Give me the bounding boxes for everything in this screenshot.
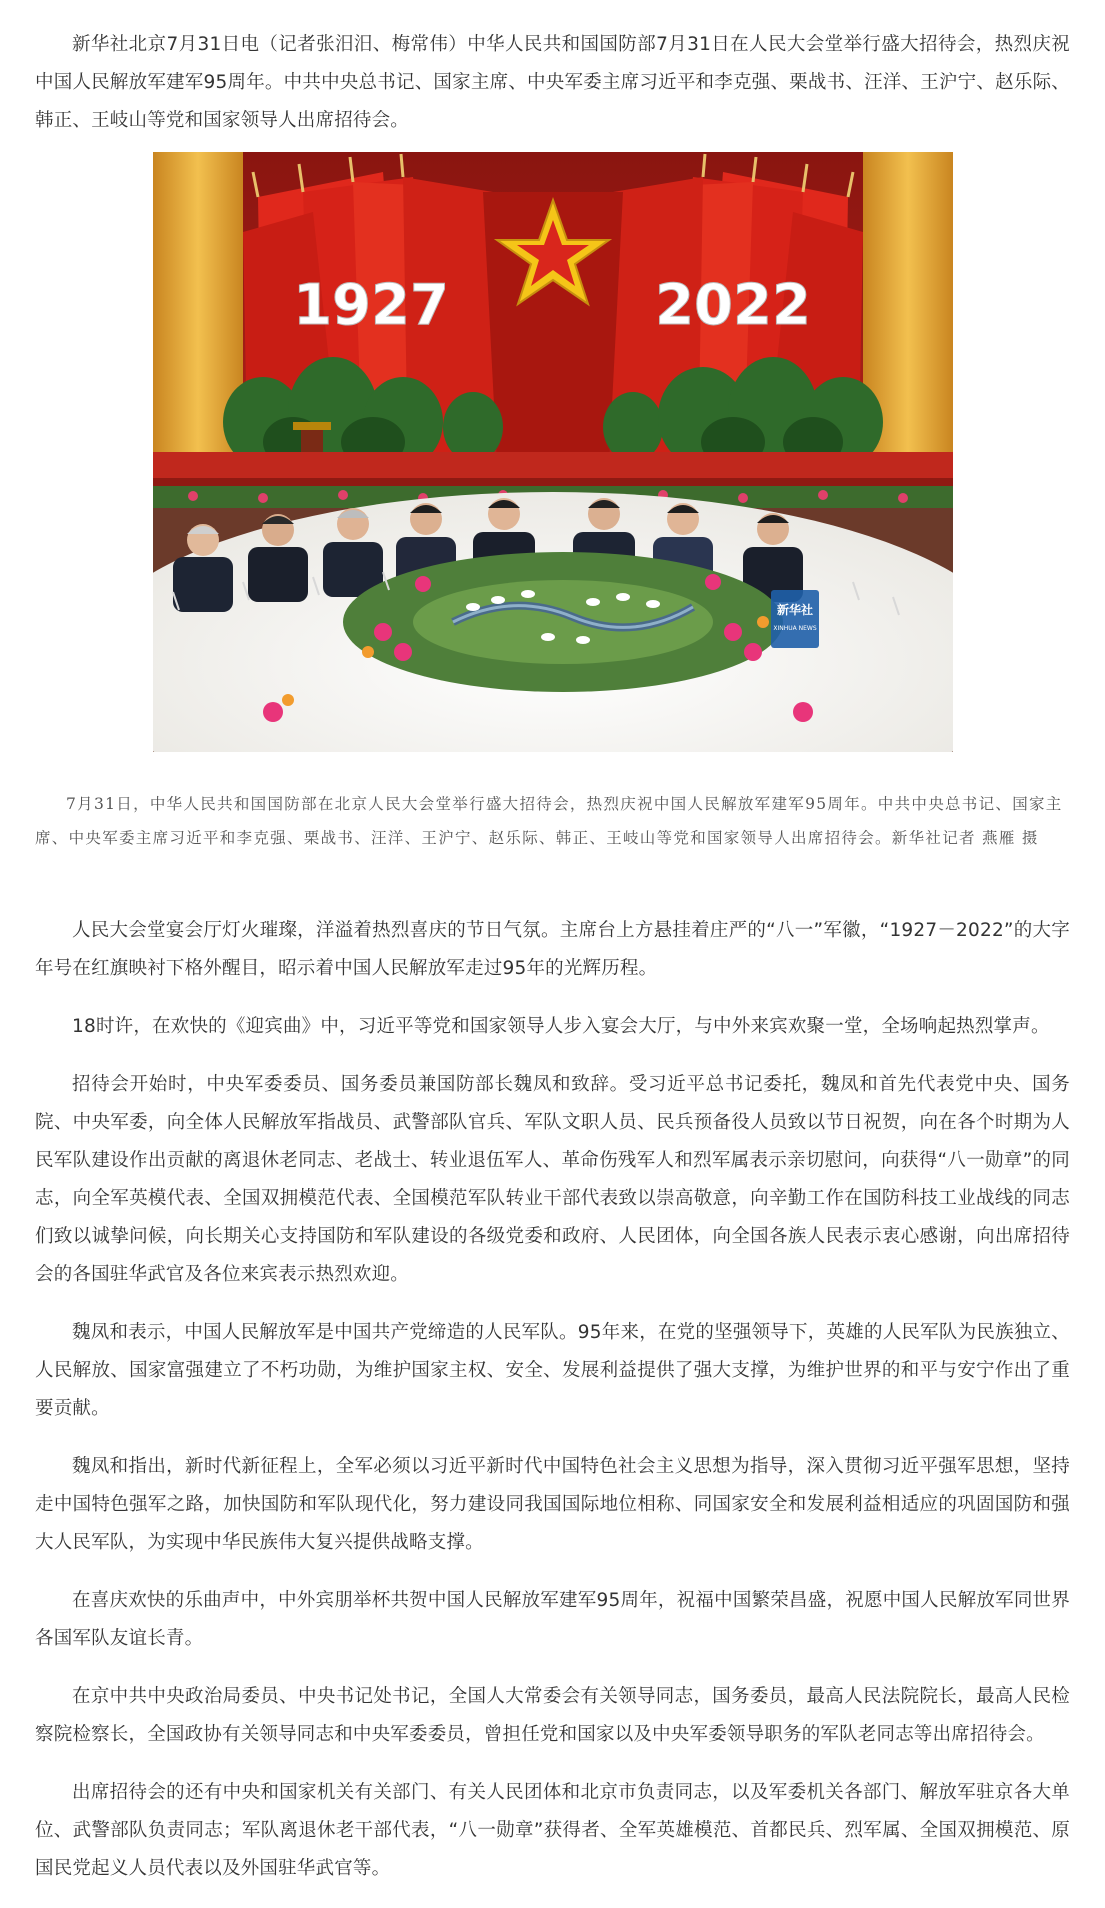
watermark-cn: 新华社 [776,603,814,617]
body-paragraph: 出席招待会的还有中央和国家机关有关部门、有关人民团体和北京市负责同志，以及军委机关各部门、解放军驻京各大单位、武警部队负责同志；军队离退休老干部代表，“八一勋章”获得者、全军英雄模范、首都民兵、烈军属、全国双拥模范、原国民党起义人员代表以及外国驻华武官等。 [35,1782,1070,1879]
lead-paragraph: 新华社北京7月31日电（记者张汨汨、梅常伟）中华人民共和国国防部7月31日在人民大会堂举行盛大招待会，热烈庆祝中国人民解放军建军95周年。中共中央总书记、国家主席、中央军委主席习近平和李克强、栗战书、汪洋、王沪宁、赵乐际、韩正、王岐山等党和国家领导人出席招待会。 [35,34,1070,131]
xinhua-watermark [771,590,819,648]
year-2022: 2022 [655,273,811,338]
stage-floor [153,452,953,480]
photo-caption: 7月31日，中华人民共和国国防部在北京人民大会堂举行盛大招待会，热烈庆祝中国人民解放军建军95周年。中共中央总书记、国家主席、中央军委主席习近平和李克强、栗战书、汪洋、王沪宁、赵乐际、韩正、王岐山等党和国家领导人出席招待会。新华社记者 燕雁 摄 [35,795,1063,847]
body-paragraph: 18时许，在欢快的《迎宾曲》中，习近平等党和国家领导人步入宴会大厅，与中外来宾欢聚一堂，全场响起热烈掌声。 [72,1016,1050,1037]
body-paragraph: 招待会开始时，中央军委委员、国务委员兼国防部长魏凤和致辞。受习近平总书记委托，魏凤和首先代表党中央、国务院、中央军委，向全体人民解放军指战员、武警部队官兵、军队文职人员、民兵预备役人员致以节日祝贺，向在各个时期为人民军队建设作出贡献的离退休老同志、老战士、转业退伍军人、革命伤残军人和烈军属表示亲切慰问，向获得“八一勋章”的同志，向全军英模代表、全国双拥模范代表、全国模范军队转业干部代表致以崇高敬意，向辛勤工作在国防科技工业战线的同志们致以诚挚问候，向长期关心支持国防和军队建设的各级党委和政府、人民团体，向全国各族人民表示衷心感谢，向出席招待会的各国驻华武官及各位来宾表示热烈欢迎。 [35,1074,1070,1285]
article-body [35,912,1070,1908]
body-paragraph: 在京中共中央政治局委员、中央书记处书记，全国人大常委会有关领导同志，国务委员，最高人民法院院长，最高人民检察院检察长，全国政协有关领导同志和中央军委委员，曾担任党和国家以及中央军委领导职务的军队老同志等出席招待会。 [35,1686,1070,1745]
banquet-hall-illustration [153,152,953,752]
article-lead [35,26,1070,140]
watermark-en: XINHUA NEWS [773,625,817,632]
body-paragraph: 在喜庆欢快的乐曲声中，中外宾朋举杯共贺中国人民解放军建军95周年，祝福中国繁荣昌盛，祝愿中国人民解放军同世界各国军队友谊长青。 [35,1590,1070,1649]
body-paragraph: 人民大会堂宴会厅灯火璀璨，洋溢着热烈喜庆的节日气氛。主席台上方悬挂着庄严的“八一”军徽，“1927－2022”的大字年号在红旗映衬下格外醒目，昭示着中国人民解放军走过95年的光辉历程。 [35,920,1070,979]
year-1927: 1927 [293,273,449,338]
news-photo [153,152,953,752]
body-paragraph: 魏凤和指出，新时代新征程上，全军必须以习近平新时代中国特色社会主义思想为指导，深入贯彻习近平强军思想，坚持走中国特色强军之路，加快国防和军队现代化，努力建设同我国国际地位相称、同国家安全和发展利益相适应的巩固国防和强大人民军队，为实现中华民族伟大复兴提供战略支撑。 [35,1456,1070,1553]
body-paragraph: 魏凤和表示，中国人民解放军是中国共产党缔造的人民军队。95年来，在党的坚强领导下，英雄的人民军队为民族独立、人民解放、国家富强建立了不朽功勋，为维护国家主权、安全、发展利益提供了强大支撑，为维护世界的和平与安宁作出了重要贡献。 [35,1322,1070,1419]
